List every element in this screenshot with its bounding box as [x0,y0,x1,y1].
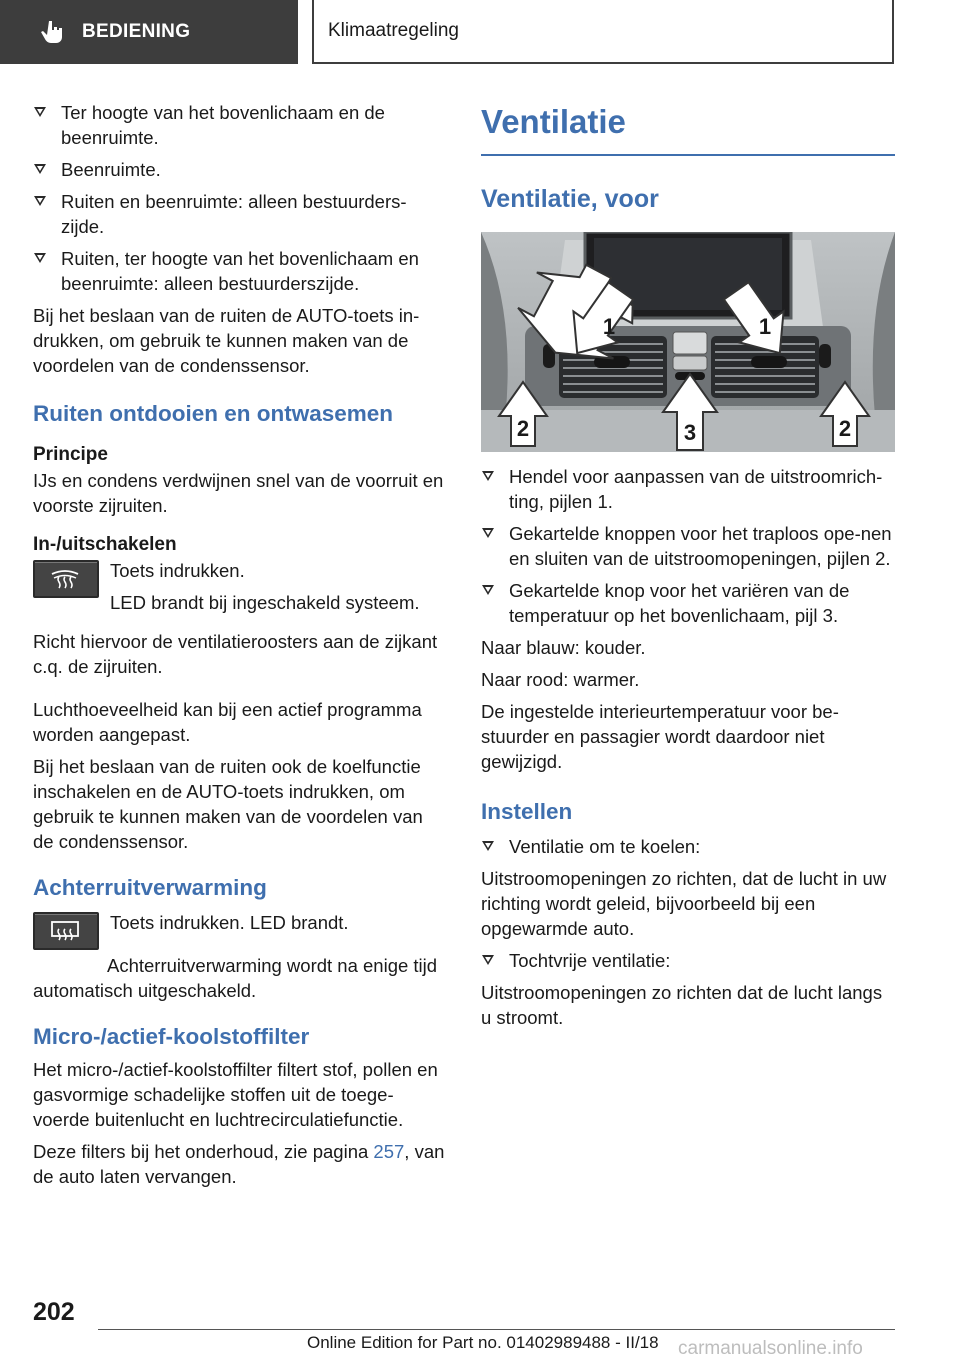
paragraph: Bij het beslaan van de ruiten de AUTO-toets in-drukken, om gebruik te kunnen maken van de voordelen van de condenssensor. [33,305,420,376]
footer-rule [98,1329,895,1330]
key-instruction: Toets indrukken. [110,560,245,581]
vent-controls-list [481,464,895,628]
triangle-bullet-icon [482,471,494,481]
chapter-title: Klimaatregeling [328,20,459,41]
hand-pointer-icon [40,19,66,45]
list-item: Hendel voor aanpassen van de uitstroomrich-ting, pijlen 1. [481,464,895,514]
heading-in-uitschakelen: In-/uitschakelen [33,534,177,555]
rear-window-defrost-icon [50,920,80,942]
triangle-bullet-icon [482,841,494,851]
heading-filter: Micro-/actief-koolstoffilter [33,1024,310,1049]
triangle-bullet-icon [34,196,46,206]
figure-label: 3 [683,420,697,445]
paragraph: IJs en condens verdwijnen snel van de voorruit en voorste zijruiten. [33,470,444,516]
instellen-list [481,834,895,859]
defrost-key-row [33,558,447,622]
list-item: Beenruimte. [33,157,447,182]
page-link[interactable]: 257 [373,1141,405,1162]
list-item: Ventilatie om te koelen: [481,834,895,859]
triangle-bullet-icon [482,955,494,965]
sub-paragraph: Naar rood: warmer. [481,669,640,690]
key-instruction: LED brandt bij ingeschakeld systeem. [110,592,420,613]
chapter-header [312,0,894,64]
sub-paragraph: Naar blauw: kouder. [481,637,646,658]
figure-label: 2 [516,416,530,441]
paragraph: Luchthoeveelheid kan bij een actief programma worden aangepast. [33,699,422,745]
page-number: 202 [33,1298,75,1326]
sub-paragraph: Uitstroomopeningen zo richten, dat de lucht in uw richting wordt geleid, bijvoorbeeld bij een opgewarmde auto. [481,868,887,939]
air-distribution-list [33,100,447,296]
triangle-bullet-icon [34,253,46,263]
key-instruction: Toets indrukken. LED brandt. [110,912,349,933]
triangle-bullet-icon [34,164,46,174]
paragraph: Deze filters bij het onderhoud, zie pagina 257, van de auto laten vervangen. [33,1141,445,1187]
list-item: Ter hoogte van het bovenlichaam en de beenruimte. [33,100,447,150]
list-item: Ruiten en beenruimte: alleen bestuurders-zijde. [33,189,447,239]
sub-paragraph: De ingestelde interieurtemperatuur voor be-stuurder en passagier wordt daardoor niet gewijzigd. [481,701,839,772]
windshield-defrost-icon [50,568,80,590]
left-column [33,100,447,1196]
defrost-button-icon [33,560,99,598]
heading-instellen: Instellen [481,799,573,824]
paragraph: Richt hiervoor de ventilatieroosters aan de zijkant c.q. de zijruiten. [33,631,438,677]
watermark: carmanualsonline.info [678,1338,863,1359]
figure-label: 2 [838,416,852,441]
rear-defrost-key-row [33,910,447,950]
figure-label: 1 [602,314,616,339]
list-item: Gekartelde knop voor het variëren van de temperatuur op het bovenlichaam, pijl 3. [481,578,895,628]
paragraph: Het micro-/actief-koolstoffilter filtert stof, pollen en gasvormige schadelijke stoffen uit de toege-voerde buitenlucht en luchtrecirculatiefunctie. [33,1059,438,1130]
figure-label: 1 [758,314,772,339]
right-column [481,100,895,1037]
dashboard-vents-figure [481,232,895,452]
section-header [0,0,298,64]
paragraph: Achterruitverwarming wordt na enige tijd automatisch uitgeschakeld. [33,955,438,1001]
list-item: Gekartelde knoppen voor het traploos ope-nen en sluiten van de uitstroomopeningen, pijlen 2. [481,521,895,571]
section-title: BEDIENING [82,21,191,42]
list-item: Tochtvrije ventilatie: [481,948,895,973]
edition-info: Online Edition for Part no. 01402989488 - II/18 [307,1333,659,1352]
rear-defrost-button-icon [33,912,99,950]
page-section-title: Ventilatie [481,103,626,140]
title-rule [481,154,895,156]
heading-principe: Principe [33,444,108,465]
subsection-title: Ventilatie, voor [481,185,659,213]
instellen-list [481,948,895,973]
paragraph: Bij het beslaan van de ruiten ook de koelfunctie inschakelen en de AUTO-toets indrukken, om gebruik te kunnen maken van de voordelen van de condenssensor. [33,756,423,852]
list-item: Ruiten, ter hoogte van het bovenlichaam en beenruimte: alleen bestuurderszijde. [33,246,447,296]
triangle-bullet-icon [482,585,494,595]
heading-ontdooien: Ruiten ontdooien en ontwasemen [33,401,394,426]
sub-paragraph: Uitstroomopeningen zo richten dat de lucht langs u stroomt. [481,982,883,1028]
triangle-bullet-icon [34,107,46,117]
heading-achterruitverwarming: Achterruitverwarming [33,875,267,900]
triangle-bullet-icon [482,528,494,538]
